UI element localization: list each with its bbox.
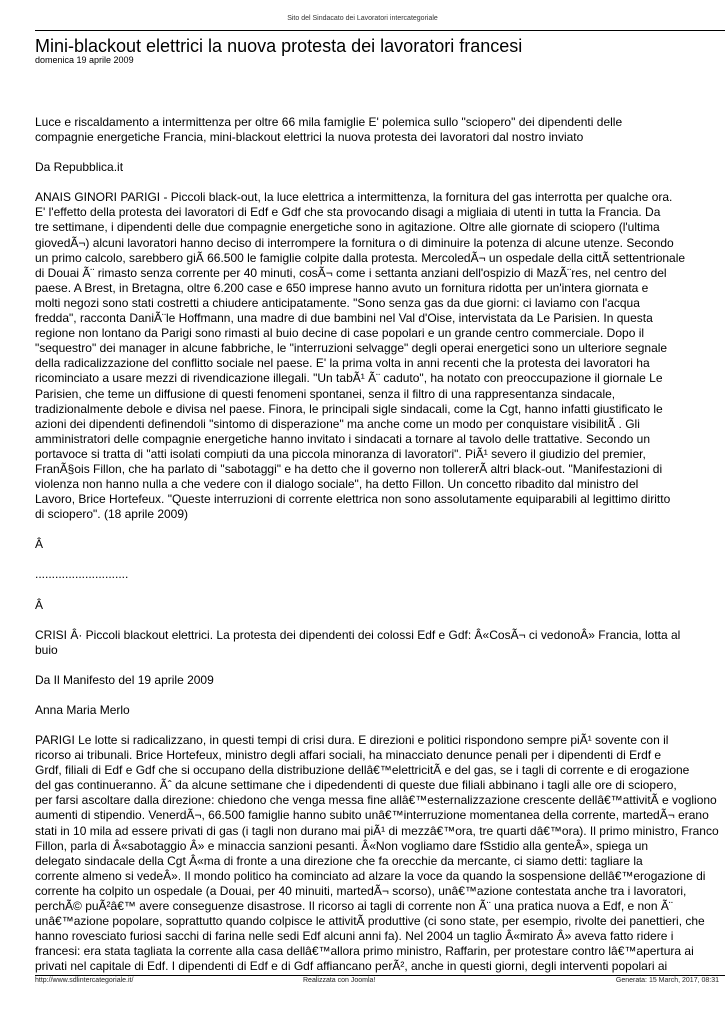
text-line: FranÃ§ois Fillon, che ha parlato di "sabotaggi" e ha detto che il governo non tollererÃ altri black-out. "Manifestazioni di (35, 461, 663, 476)
text-line: tre settimane, i dipendenti delle due compagnie energetiche sono in agitazione. Oltre alle giornate di sciopero (l'ultima (35, 220, 660, 235)
filler-char: Â (35, 537, 44, 552)
footer-credit: Realizzata con Joomla! (303, 977, 376, 984)
text-line: E' l'effetto della protesta dei lavoratori di Edf e Gdf che sta provocando disagi a migliaia di utenti in tutta la Francia. Da (35, 205, 661, 220)
text-line: corrente almeno si vedeÂ». Il mondo politico ha cominciato ad alzare la voce da quando la sospensione dellâ€™erogazione di (35, 868, 706, 883)
text-line: violenza non hanno nulla a che vedere con il dialogo sociale", ha detto Fillon. Un concetto ribadito dal ministro del (35, 477, 639, 492)
footer-generated-date: Generata: 15 March, 2017, 08:31 (615, 977, 719, 984)
text-line: unâ€™azione popolare, soprattutto quando colpisce le attivitÃ produttive (ci sono state, per esempio, rivolte dei panettieri, che (35, 914, 705, 929)
text-line: perchÃ© puÃ²â€™ avere conseguenze disastrose. Il ricorso ai tagli di corrente non Ã¨ una pratica nuova a Edf, e non Ã¨ (35, 899, 673, 914)
text-line: privati nel capitale di Edf. I dipendenti di Edf e di Gdf affiancano perÃ², anche in questi giorni, degli interventi popolari ai (35, 959, 668, 973)
article-content (35, 115, 725, 973)
text-line: Parisien, che teme un diffusione di questi fenomeni spontanei, senza il filtro di una rappresentanza sindacale, (35, 386, 616, 401)
text-line: buio (35, 642, 58, 657)
text-line: per farsi ascoltare dalla direzione: chiedono che venga messa fine allâ€™esternalizzazione crescente dellâ€™attivitÃ e vogliono (35, 793, 717, 808)
footer-site-link[interactable]: http://www.sdlintercategoriale.it/ (35, 977, 134, 984)
text-line: azioni dei dipendenti definendoli "sintomo di disperazione" ma anche come un modo per conquistare visibilitÃ . Gli (35, 416, 640, 431)
header-divider (35, 30, 725, 31)
text-line: giovedÃ¬) alcuni lavoratori hanno deciso di interrompere la fornitura o di diminuire la potenza di alcune utenze. Secondo (35, 235, 674, 250)
text-line: corrente ha colpito un ospedale (a Douai, per 40 minuiti, martedÃ¬ scorso), unâ€™azione contestata anche tra i lavoratori, (35, 883, 687, 898)
text-line: Lavoro, Brice Hortefeux. "Queste interruzioni di corrente elettrica non sono assolutamente equiparabili al legittimo diritto (35, 492, 671, 507)
text-line: CRISI Â· Piccoli blackout elettrici. La protesta dei dipendenti dei colossi Edf e Gdf: Â«CosÃ¬ ci vedonoÂ» Francia, lotta al (35, 627, 681, 642)
text-line: Luce e riscaldamento a intermittenza per oltre 66 mila famiglie E' polemica sullo "sciopero" dei dipendenti delle (35, 115, 623, 129)
text-line: hanno rovesciato furiosi sacchi di farina nelle sedi Edf alcuni anni fa). Nel 2004 un taglio Â«mirato Â» aveva fatto ridere i (35, 929, 674, 944)
text-line: di sciopero". (18 aprile 2009) (35, 507, 189, 522)
text-line: aumenti di stipendio. VenerdÃ¬, 66.500 famiglie hanno subito unâ€™interruzione momentanea della corrente, martedÃ¬ erano (35, 808, 709, 823)
text-line: del gas continueranno. Ãˆ da alcune settimane che i dipedendenti di queste due filiali abbinano i tagli alle ore di sciopero, (35, 778, 677, 793)
text-line: portavoce si tratta di "atti isolati compiuti da una piccola minoranza di lavoratori". PiÃ¹ severo il giudizio del premier, (35, 446, 646, 461)
text-line: Grdf, filiali di Edf e Gdf che si occupano della distribuzione dellâ€™elettricitÃ e del gas, se i tagli di corrente e di erogazione (35, 763, 690, 778)
footer-divider (35, 975, 725, 976)
text-line: francesi: era stata tagliata la corrente alla casa dellâ€™allora primo ministro, Raffarin, per protestare contro lâ€™apertura ai (35, 944, 694, 959)
article-intro (35, 115, 725, 145)
text-line: della radicalizzazione del conflitto sociale nel paese. E' la prima volta in anni recenti che la protesta dei lavoratori ha (35, 356, 650, 371)
filler-char: Â (35, 597, 44, 612)
text-line: compagnie energetiche Francia, mini-blackout elettrici la nuova protesta dei lavoratori dal nostro inviato (35, 130, 584, 145)
article-body-2 (35, 733, 725, 973)
dotted-separator: ............................ (35, 567, 129, 582)
text-line: "sequestro" dei manager in alcune fabbriche, le "interruzioni selvagge" degli operai energetici sono un ulteriore segnale (35, 341, 668, 356)
text-line: amministratori delle compagnie energetiche hanno invitato i sindacati a tornare al tavolo delle trattative. Secondo un (35, 431, 651, 446)
text-line: di Douai Ã¨ rimasto senza corrente per 40 minuti, cosÃ¬ come i settanta anziani dell'ospizio di MazÃ¨res, nel centro del (35, 265, 667, 280)
text-line: un primo calcolo, sarebbero giÃ 66.500 le famiglie colpite dalla protesta. MercoledÃ¬ un ospedale della cittÃ settentrionale (35, 250, 686, 265)
text-line: stati in 10 mila ad essere privati di gas (i tagli non durano mai piÃ¹ di mezzâ€™ora, tre quarti dâ€™ora). Il primo ministro, Franco (35, 823, 719, 838)
page-footer (35, 977, 725, 987)
text-line: ANAIS GINORI PARIGI - Piccoli black-out, la luce elettrica a intermittenza, la fornitura del gas interrotta per qualche ora. (35, 190, 673, 205)
text-line: paese. A Brest, in Bretagna, oltre 6.200 case e 650 imprese hanno avuto un fornitura ridotta per un'intera giornata e (35, 280, 649, 295)
text-line: ricorso ai tribunali. Brice Hortefeux, ministro degli affari sociali, ha minacciato denunce penali per i dipendenti di Erdf e (35, 748, 662, 763)
source-manifesto: Da Il Manifesto del 19 aprile 2009 (35, 672, 214, 687)
author-name: Anna Maria Merlo (35, 702, 130, 717)
text-line: tradizionalmente debole e divisa nel paese. Finora, le principali sigle sindacali, come la Cgt, hanno infatti giustificato le (35, 401, 663, 416)
text-line: fredda", racconta DaniÃ¨le Hoffmann, una madre di due bambini nel Val d'Oise, intervistata da Le Parisien. In questa (35, 311, 653, 326)
site-header: Sito del Sindacato dei Lavoratori intercategoriale (287, 15, 438, 22)
article-body-1 (35, 190, 725, 522)
text-line: delegato sindacale della Cgt Â«ma di fronte a una direzione che fa orecchie da mercante, ci siamo detti: tagliare la (35, 853, 643, 868)
source-repubblica: Da Repubblica.it (35, 160, 124, 175)
text-line: PARIGI Le lotte si radicalizzano, in questi tempi di crisi dura. E direzioni e politici rispondono sempre piÃ¹ sovente con il (35, 733, 669, 747)
text-line: molti negozi sono stati costretti a chiudere anticipatamente. "Sono senza gas da due giorni: ci laviamo con l'acqua (35, 295, 640, 310)
article-subtitle-2 (35, 628, 725, 658)
text-line: regione non lontano da Parigi sono rimasti al buio decine di case popolari e un grande centro commerciale. Dopo il (35, 326, 645, 341)
article-date: domenica 19 aprile 2009 (35, 55, 134, 65)
text-line: ricominciato a usare mezzi di rivendicazione illegali. "Un tabÃ¹ Ã¨ caduto", ha notato con preoccupazione il giornale Le (35, 371, 663, 386)
text-line: Fillon, parla di Â«sabotaggio Â» e minaccia sanzioni pesanti. Â«Non vogliamo dare fSstidio alla genteÂ», spiega un (35, 838, 649, 853)
article-title: Mini-blackout elettrici la nuova protesta dei lavoratori francesi (35, 36, 523, 56)
